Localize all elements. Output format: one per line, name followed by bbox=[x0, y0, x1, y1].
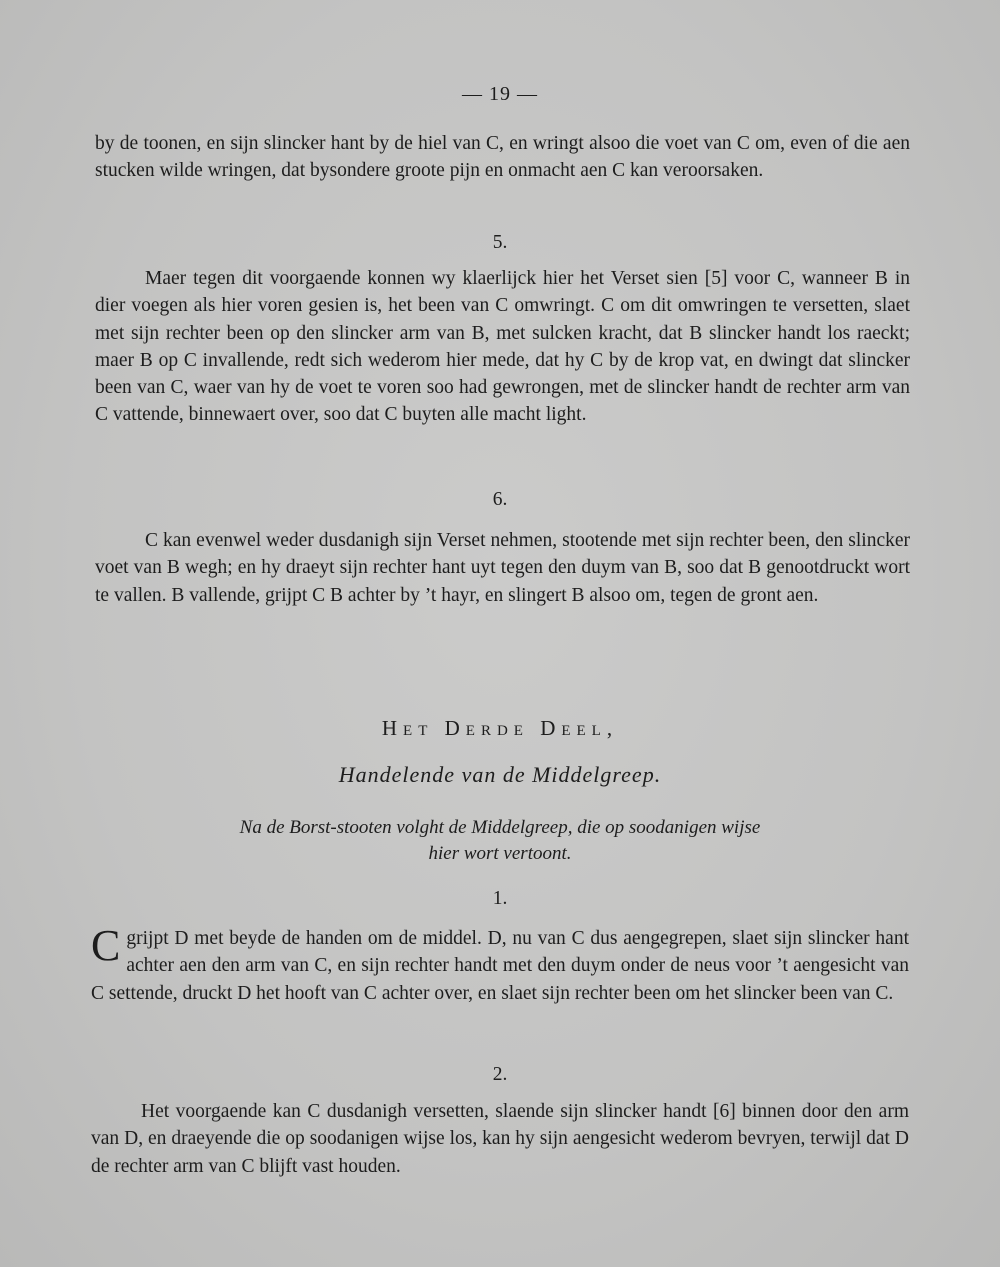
paragraph-text: Maer tegen dit voorgaende konnen wy klaerlijck hier het Verset sien [5] voor C, wanneer B in dier voegen als hier voren gesien is, het been van C omwringt. C om dit omwringen te versetten, slaet met sijn rechter been op den slincker arm van B, met sulcken kracht, dat B slincker handt los raeckt; maer B op C invallende, redt sich wederom hier mede, dat hy C by de krop vat, en dwingt dat slincker been van C, waer van hy de voet te voren soo had gewrongen, met de slincker handt de rechter arm van C vattende, binnewaert over, soo dat C buyten alle macht light. bbox=[95, 268, 910, 426]
paragraph-text: by de toonen, en sijn slincker hant by de hiel van C, en wringt alsoo die voet van C om, even of die aen stucken wilde wringen, dat bysondere groote pijn en onmacht aen C kan veroorsaken. bbox=[95, 133, 910, 182]
part-title: Het Derde Deel, bbox=[381, 716, 619, 740]
section-5-paragraph bbox=[95, 265, 910, 429]
intro-line: hier wort vertoont. bbox=[428, 843, 572, 864]
intro-line: Na de Borst-stooten volght de Middelgreep, die op soodanigen wijse bbox=[239, 817, 761, 838]
section-number-5: 5. bbox=[492, 232, 508, 253]
paragraph-text: C kan evenwel weder dusdanigh sijn Verset nehmen, stootende met sijn rechter been, den slincker voet van B wegh; en hy draeyt sijn rechter hant uyt tegen den duym van B, soo dat B genootdruckt wort te vallen. B vallende, grijpt C B achter by ’t hayr, en slingert B alsoo om, tegen de gront aen. bbox=[95, 530, 910, 606]
continued-paragraph bbox=[95, 130, 910, 185]
page-number: — 19 — bbox=[462, 83, 538, 105]
part-intro bbox=[0, 815, 1000, 867]
drop-cap-letter: C bbox=[91, 921, 121, 970]
part-subtitle: Handelende van de Middelgreep. bbox=[338, 762, 662, 787]
section-2-paragraph bbox=[91, 1098, 909, 1180]
paragraph-text: grijpt D met beyde de handen om de middel. D, nu van C dus aengegrepen, slaet sijn slincker hant achter aen den arm van C, en sijn rechter handt met den duym onder de neus voor ’t aengesicht van C settende, druckt D het hooft van C achter over, en slaet sijn rechter been om het slincker been van C. bbox=[91, 928, 909, 1004]
paragraph-text: Het voorgaende kan C dusdanigh versetten, slaende sijn slincker handt [6] binnen door den arm van D, en draeyende die op soodanigen wijse los, kan hy sijn aengesicht wederom bevryen, terwijl dat D de rechter arm van C blijft vast houden. bbox=[91, 1101, 909, 1177]
section-1-paragraph bbox=[91, 921, 909, 1007]
section-number-2: 2. bbox=[492, 1064, 508, 1085]
section-number-1: 1. bbox=[492, 888, 508, 909]
section-6-paragraph bbox=[95, 527, 910, 609]
section-number-6: 6. bbox=[492, 489, 508, 510]
